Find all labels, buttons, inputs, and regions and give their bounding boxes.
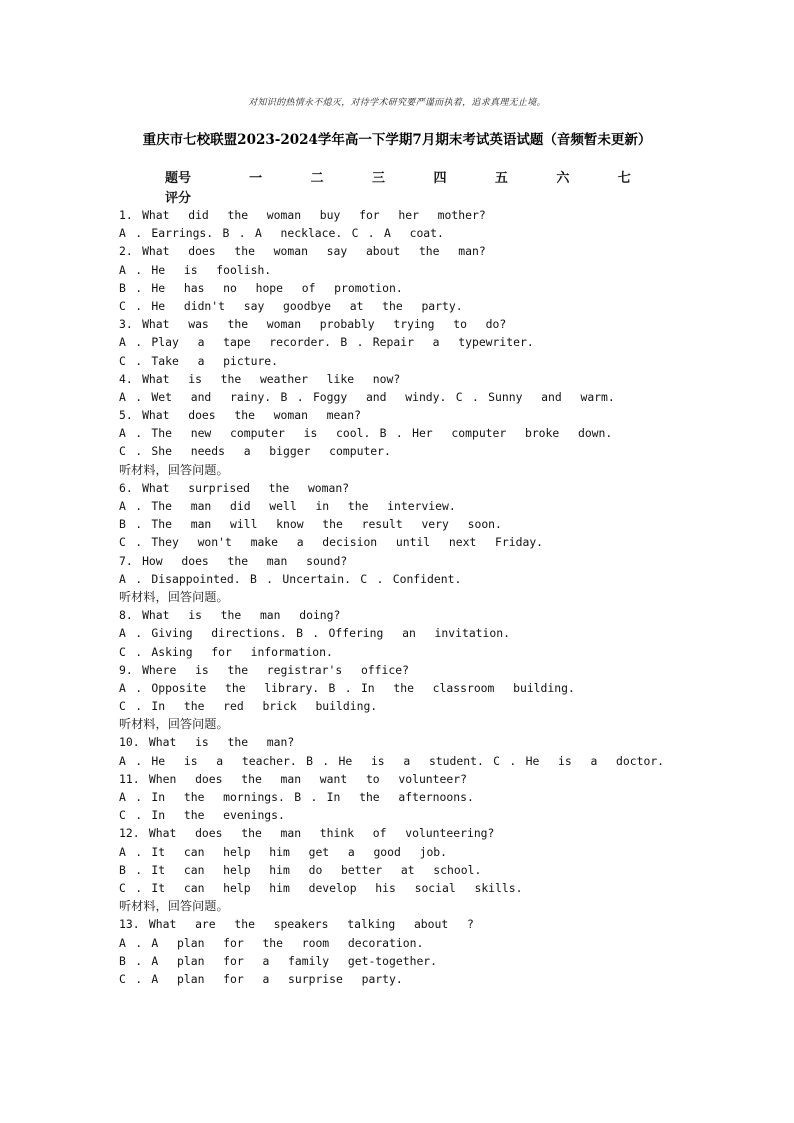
question-line: 9. Where is the registrar's office? [119, 662, 409, 677]
section-col-3: 三 [372, 170, 386, 186]
question-line: 3. What was the woman probably trying to do? [119, 317, 507, 332]
question-line: C . She needs a bigger computer. [119, 444, 391, 459]
question-line: C . In the evenings. [119, 808, 285, 823]
question-line: 13. What are the speakers talking about ? [119, 917, 474, 932]
question-line: A . In the mornings. B . In the afternoons. [119, 790, 474, 804]
question-line: C . It can help him develop his social skills. [119, 880, 523, 895]
question-line: 12. What does the man think of volunteering? [119, 826, 495, 841]
section-instruction: 听材料，回答问题。 [119, 462, 229, 477]
question-list [119, 206, 719, 988]
question-line: C . In the red brick building. [119, 699, 378, 714]
question-line: C . Asking for information. [119, 644, 333, 659]
score-table-score-row [165, 186, 655, 206]
question-line: 5. What does the woman mean? [119, 408, 361, 423]
section-col-7: 七 [617, 170, 631, 186]
section-col-2: 二 [310, 170, 324, 186]
section-instruction: 听材料，回答问题。 [119, 589, 229, 604]
section-col-1: 一 [249, 170, 263, 186]
question-line: B . It can help him do better at school. [119, 862, 482, 877]
question-line: A . He is foolish. [119, 262, 272, 277]
question-line: A . Earrings. B . A necklace. C . A coat. [119, 226, 444, 241]
section-instruction: 听材料，回答问题。 [119, 717, 229, 732]
score-table-header-row [165, 166, 655, 186]
question-line: A . The man did well in the interview. [119, 499, 456, 513]
section-instruction: 听材料，回答问题。 [119, 899, 229, 914]
question-line: 1. What did the woman buy for her mother? [119, 208, 486, 222]
question-line: 6. What surprised the woman? [119, 480, 350, 495]
question-line: A . Play a tape recorder. B . Repair a typewriter. [119, 335, 534, 350]
document-title: 重庆市七校联盟2023-2024学年高一下学期7月期末考试英语试题（音频暂未更新） [142, 132, 652, 148]
question-line: C . They won't make a decision until next Friday. [119, 535, 544, 550]
question-line: A . Disappointed. B . Uncertain. C . Confident. [119, 571, 462, 586]
question-line: A . It can help him get a good job. [119, 844, 448, 859]
question-number-label: 题号 [165, 170, 192, 186]
question-line: C . Take a picture. [119, 353, 279, 368]
question-line: A . He is a teacher. B . He is a student. C . He is a doctor. [119, 753, 665, 768]
question-line: B . A plan for a family get-together. [119, 953, 438, 968]
section-col-6: 六 [556, 170, 570, 186]
question-line: 10. What is the man? [119, 735, 295, 750]
question-line: A . Opposite the library. B . In the classroom building. [119, 680, 575, 695]
score-table [165, 166, 655, 206]
header-note: 对知识的热情永不熄灭，对待学术研究要严谨而执着，追求真理无止境。 [248, 98, 546, 108]
question-line: A . A plan for the room decoration. [119, 935, 424, 950]
question-line: 7. How does the man sound? [119, 553, 348, 568]
section-col-4: 四 [433, 170, 447, 186]
question-line: C . A plan for a surprise party. [119, 971, 403, 986]
question-line: 11. When does the man want to volunteer? [119, 771, 467, 786]
question-line: 8. What is the man doing? [119, 608, 341, 623]
question-line: A . The new computer is cool. B . Her computer broke down. [119, 426, 613, 441]
score-label: 评分 [165, 190, 192, 206]
question-line: 4. What is the weather like now? [119, 371, 401, 386]
question-line: A . Wet and rainy. B . Foggy and windy. C . Sunny and warm. [119, 389, 615, 404]
question-line: A . Giving directions. B . Offering an invitation. [119, 626, 510, 641]
question-line: 2. What does the woman say about the man? [119, 244, 486, 259]
section-col-5: 五 [494, 170, 508, 186]
question-line: B . He has no hope of promotion. [119, 280, 403, 295]
question-line: C . He didn't say goodbye at the party. [119, 298, 463, 313]
question-line: B . The man will know the result very soon. [119, 517, 502, 532]
